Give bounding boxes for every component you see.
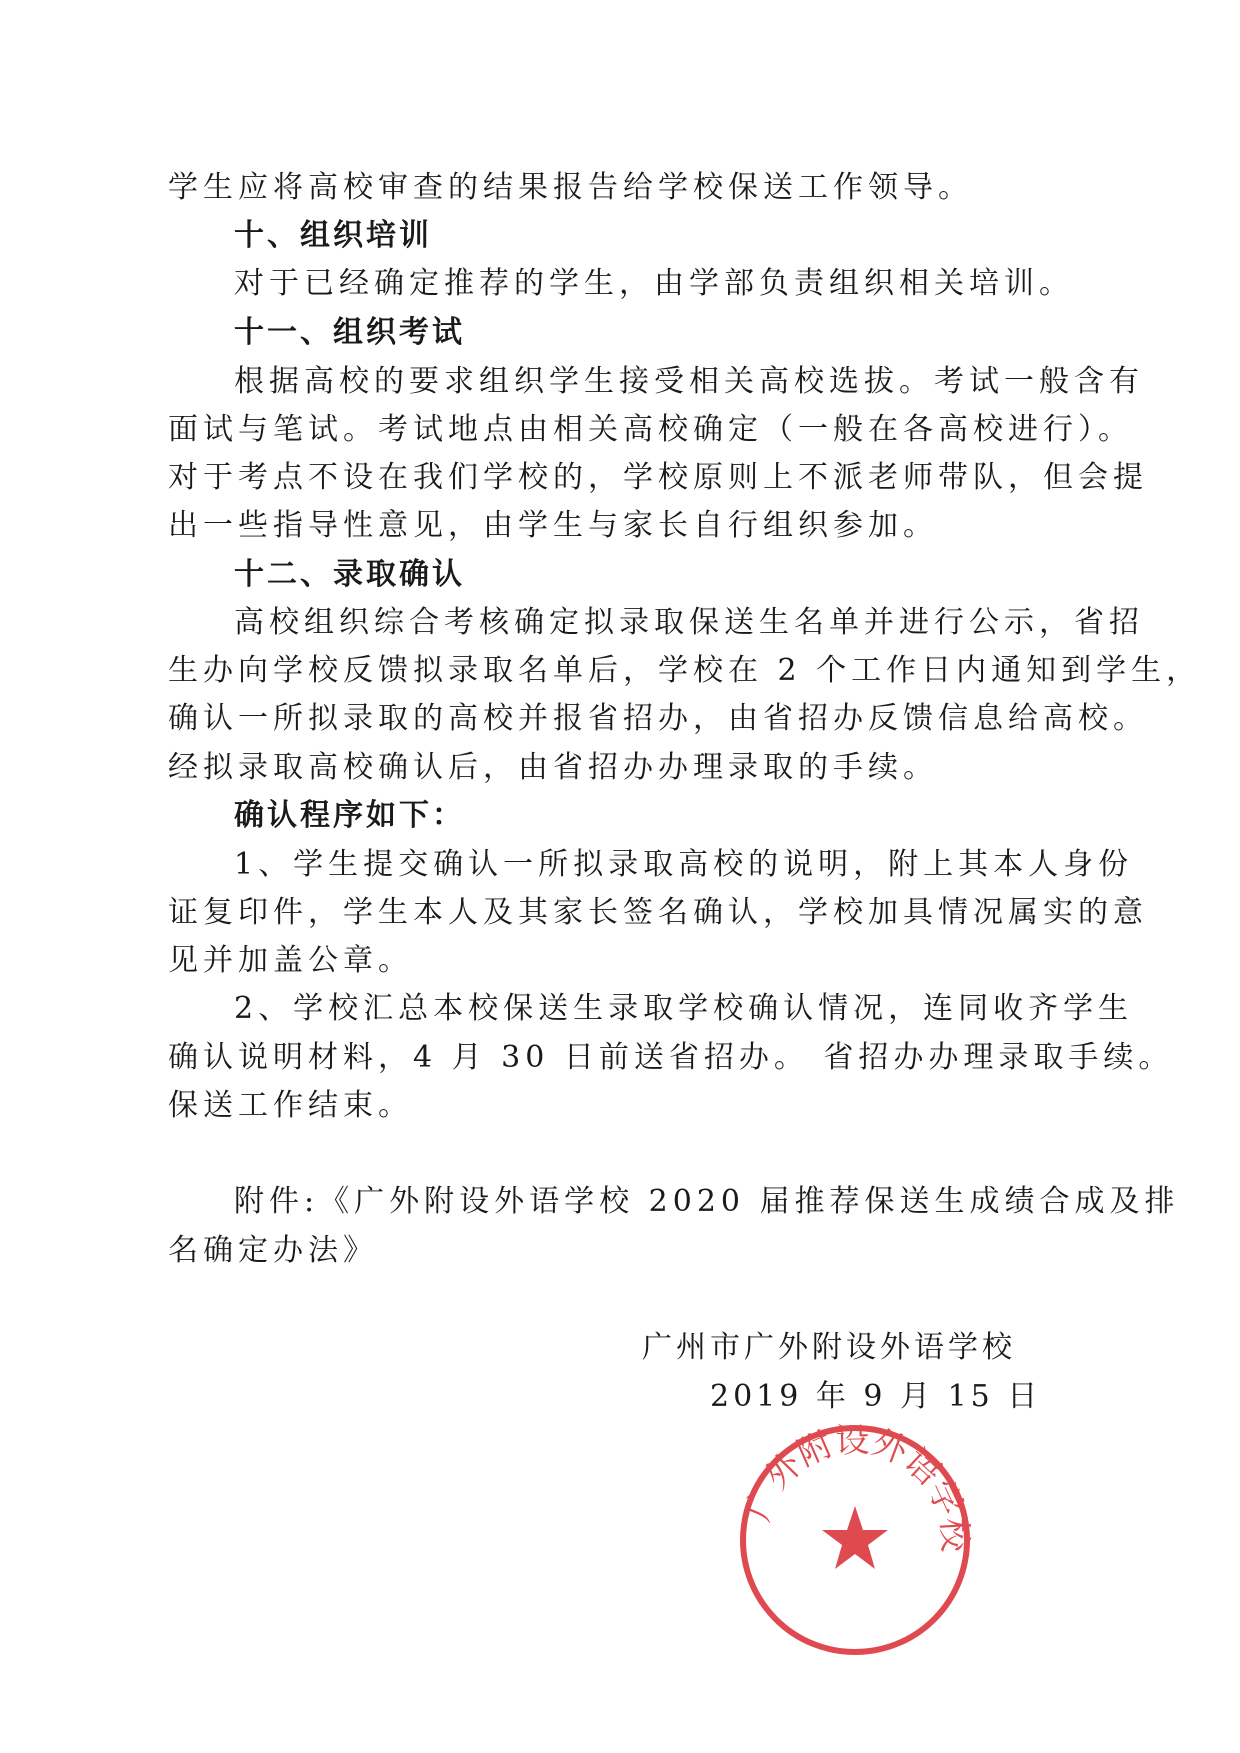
body-line: 出一些指导性意见，由学生与家长自行组织参加。	[168, 508, 938, 543]
body-line: 生办向学校反馈拟录取名单后，学校在 2 个工作日内通知到学生，	[168, 653, 1202, 688]
attachment-line: 名确定办法》	[168, 1233, 378, 1268]
official-seal	[735, 1420, 975, 1660]
body-line: 1、学生提交确认一所拟录取高校的说明，附上其本人身份	[234, 847, 1134, 882]
body-line: 2、学校汇总本校保送生录取学校确认情况，连同收齐学生	[234, 991, 1134, 1026]
body-line: 保送工作结束。	[168, 1088, 413, 1123]
attachment-line: 附件:《广外附设外语学校 2020 届推荐保送生成绩合成及排	[234, 1184, 1180, 1219]
body-line: 对于已经确定推荐的学生，由学部负责组织相关培训。	[234, 266, 1074, 301]
section-heading: 十二、录取确认	[234, 557, 465, 592]
body-line: 证复印件，学生本人及其家长签名确认，学校加具情况属实的意	[168, 895, 1148, 930]
section-heading: 十、组织培训	[234, 218, 432, 253]
body-line: 根据高校的要求组织学生接受相关高校选拔。考试一般含有	[234, 364, 1144, 399]
body-line: 面试与笔试。考试地点由相关高校确定（一般在各高校进行）。	[168, 412, 1133, 447]
signature-date: 2019 年 9 月 15 日	[710, 1379, 1042, 1414]
seal-text: 广外附设外语学校	[738, 1420, 975, 1554]
body-line: 对于考点不设在我们学校的，学校原则上不派老师带队，但会提	[168, 460, 1148, 495]
body-line: 经拟录取高校确认后，由省招办办理录取的手续。	[168, 750, 938, 785]
procedure-heading: 确认程序如下：	[234, 798, 465, 833]
section-heading: 十一、组织考试	[234, 315, 465, 350]
body-line: 学生应将高校审查的结果报告给学校保送工作领导。	[168, 170, 973, 205]
body-line: 见并加盖公章。	[168, 943, 413, 978]
body-line: 高校组织综合考核确定拟录取保送生名单并进行公示，省招	[234, 605, 1144, 640]
signature-org: 广州市广外附设外语学校	[642, 1330, 1016, 1365]
body-line: 确认说明材料，4 月 30 日前送省招办。 省招办办理录取手续。	[168, 1040, 1174, 1075]
seal-star-icon	[822, 1506, 888, 1569]
body-line: 确认一所拟录取的高校并报省招办，由省招办反馈信息给高校。	[168, 701, 1148, 736]
